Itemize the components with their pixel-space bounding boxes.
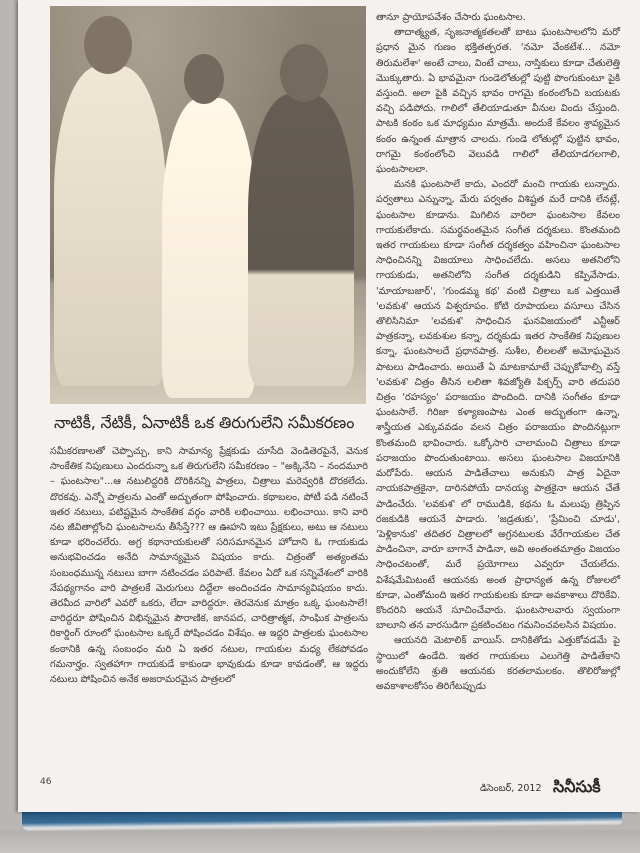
article-photo xyxy=(50,6,366,404)
page-number: 46 xyxy=(40,777,52,787)
person-middle-head xyxy=(184,54,224,104)
paragraph: తానూ ప్రాయోపవేశం చేసారు ఘంటసాల. xyxy=(376,12,526,23)
left-column xyxy=(50,444,368,687)
photo-caption: నాటికీ, నేటికీ, ఏనాటికీ ఒక తిరుగులేని సమీకరణం xyxy=(54,413,355,432)
paragraph: తాదాత్మ్యత, సృజనాత్మకతలతో బాటు ఘంటసాలలోని మరో ప్రధాన మైన గుణం భక్తితత్పరత. 'నమో వేంకటేశ... నమో తిరుమలేశా' అంటే చాలు, వింటే చాలు, నాస్తికులు కూడా చేతులెత్తి మొక్కుతారు. ఏ భావమైనా గుండెలోతుల్లో పుట్టి పొంగుకుంటూ పైకి వస్తుంది. అలా పైకి వచ్చిన భావం రాగమై కంఠంలోంచి బయటకు వచ్చి పడిపోదు. గాలిలో తేలియాడుతూ వీనుల విందు చేస్తుంది. పాటకి కంఠం ఒక మాధ్యమం మాత్రమే. అందుకే కేవలం శ్రావ్యమైన కంఠం ఉన్నంత మాత్రాన చాలదు. గుండె లోతుల్లో పుట్టిన భావం, రాగమై కంఠంలోంచి వెలువడి గాలిలో తేలియాడగలగాలి, ఘంటసాలలా. xyxy=(376,27,620,176)
person-right-head xyxy=(280,44,328,102)
magazine-logo: సినీసుకీ xyxy=(553,777,601,796)
person-middle xyxy=(162,98,256,398)
person-left-head xyxy=(84,16,132,74)
paragraph: మనకి ఘంటసాలే కాదు, ఎందరో మంచి గాయకు లున్నారు. పర్వతాలు ఎన్నున్నా, మేరు పర్వతం విశిష్టత మరే దానికి లేనట్లే, ఘంటసాల కూడాను. మిగిలిన వారిలా ఘంటసాల కేవలం గాయకులేకాదు. సమర్థవంతమైన సంగీత దర్శకులు. కొంతమంది ఇతర గాయకులు కూడా సంగీత దర్శకత్వం వహించినా ఘంటసాల సాధించినన్ని విజయాలు సాధించలేదు. అసలు అతనిలోని గాయకుడు, అతనిలోని సంగీత దర్శకుడిని కప్పివేసాడు. 'మాయాబజార్', 'గుండమ్మ కథ' వంటి చిత్రాలు ఒక ఎత్తయితే 'లవకుశ' ఆయన విశ్వరూపం. కోటి రూపాయలు వసూలు చేసిన తొలిసినిమా 'లవకుశ' సాధించిన ఘనవిజయంలో ఎన్టీఆర్ పాత్రకన్నా, లవకుశుల కన్నా, దర్శకుడు ఇతర సాంకేతిక నిపుణుల కన్నా, ఘంటసాలదే ప్రధానపాత్ర. సుశీల, లీలలతో అమోఘమైన పాటలు పాడించారు. అయితే ఏ మాటకామాటే చెప్పుకోవాల్సి వస్తే 'లవకుశ' చిత్రం తీసిన లలితా శివజ్యోతి పిక్చర్స్ వారి తదుపరి చిత్రం 'రహస్యం' పరాజయం పొందింది. దానికి సంగీతం కూడా ఘంటసాలే. గిరిజా కళ్యాణంపాట ఎంత అద్భుతంగా ఉన్నా, శాస్త్రీయత ఎక్కువవడం వలన చిత్రం పరాజయం పొందినట్లుగా కొంతమంది భావించారు. ఒక్కోసారి చాలామంచి చిత్రాలు కూడా పరాజయం పొందుతుంటాయి. అసలు ఘంటసాల విజయానికి మరోపేరు. ఆయన పాడితేచాలు అనుకుని పాత్ర ఏదైనా నాయకపాత్రకైనా, దారినపోయే దానయ్య పాత్రకైనా ఆయన చేతే పాడించేరు. 'లవకుశ' లో రాముడికి, కథను ఓ మలుపు త్రిప్పిన రజకుడికి ఆయనే పాడారు. 'జడ్రతుకు', 'ప్రేమించి చూడు', 'పెళ్లికానుక' తదితర చిత్రాలలో అగ్రనటులకు వేరేగాయకుల చేత పాడించినా, వారూ బాగానే పాడినా, అవి అంతంతమాత్రం విజయం సాధించటంతో, మరే ప్రయోగాలు ఎవ్వరూ చేయలేదు. విశేషమేమిటంటే ఆయనకు అంత ప్రాధాన్యత ఉన్న రోజులలో కూడా, ఎంతోమంది ఇతర గాయకులకు కూడా అవకాశాలు దొరికేవి. కొందరిని ఆయనే సూచించేవారు. ఘంటసాలవారు స్వయంగా బాలూని తన వారసుడిగా ప్రకటించటం గమనించవలసిన విషయం. xyxy=(376,179,620,632)
person-right xyxy=(248,94,354,386)
person-left xyxy=(54,66,166,386)
background-surface xyxy=(0,830,640,853)
paragraph: ఆయనది మెటాలిక్ వాయిస్. దానికితోడు ఎత్తుకోవడమే పై స్థాయిలో ఉండేది. ఇతర గాయకులు ఎలుగెత్తి పాడితేకాని అందుకోలేని శ్రుతి ఆయనకు కరతలామలకం. తొలిరోజుల్లో అవకాశాలకోసం తిరిగేటప్పుడు xyxy=(376,635,620,692)
paragraph: సమీకరణాలతో చెప్పొచ్చు, కాని సామాన్య ప్రేక్షకుడు చూసేది వెండితెరపైనే, వెనుక సాంకేతిక నిపుణులు ఎందరున్నా ఒక తిరుగులేని సమీకరణం – "అక్కినేని – నందమూరి – ఘంటసాల"...ఆ నటులిద్దరికి దొరికినన్ని పాత్రలు, చిత్రాలు మరెవ్వరికి దొరకలేదు. దొరకవు. ఎన్నో పాత్రలను ఎంతో అద్భుతంగా పోషించారు. కథాబలం, పోటీ పడి నటించే ఇతర నటులు, పటిష్టమైన సాంకేతిక వర్గం వారికి లభించాయి. లభించాయి. కాని వారి నట జీవితాల్లోంచి ఘంటసాలను తీసేస్తే??? ఆ ఊహని ఇటు ప్రేక్షకులు, అటు ఆ నటులు కూడా భరించలేరు. అగ్ర కథానాయకులతో సరిసమానమైన హోదాని ఓ గాయకుడు అనుభవించడం అనేది సామాన్యమైన విషయం కాదు. చిత్రంతో అత్యంతమ సంబంధమున్న నటులు బాగా నటించడం పరిపాటే. కేవలం ఏదో ఒక సన్నివేశంలో వారికి నేపథ్యగానం వారి పాత్రలకే మెరుగులు దిద్దేలా అందించడం సామాన్యవిషయం కాదు. తెరమీద వారిలో ఎవరో ఒకరు, లేదా వారిద్దరూ. తెరవెనుక మాత్రం ఒక్క ఘంటసాలే! వారిద్దరూ పోషించిన విభిన్నమైన పౌరాణిక, జానపద, చారిత్రాత్మక, సాంఘిక పాత్రలను రికార్డింగ్ రూంలో ఘంటసాల ఒక్కరే పోషించడం విశేషం. ఆ ఇద్దరి పాత్రలకు ఘంటసాల కంఠానికి ఉన్న సంబంధం మరి ఏ ఇతర నటుల, గాయకుల మధ్య లేకపోవడం గమనార్హం. స్వతహాగా గాయకుడే కాకుండా భావుకుడు కూడా కావడంతో, ఆ ఇద్దరు నటులు పోషించిన అనేక అజరామరమైన పాత్రలలో xyxy=(50,446,368,686)
right-column xyxy=(376,10,620,694)
issue-date: డిసెంబర్, 2012 xyxy=(480,783,542,794)
